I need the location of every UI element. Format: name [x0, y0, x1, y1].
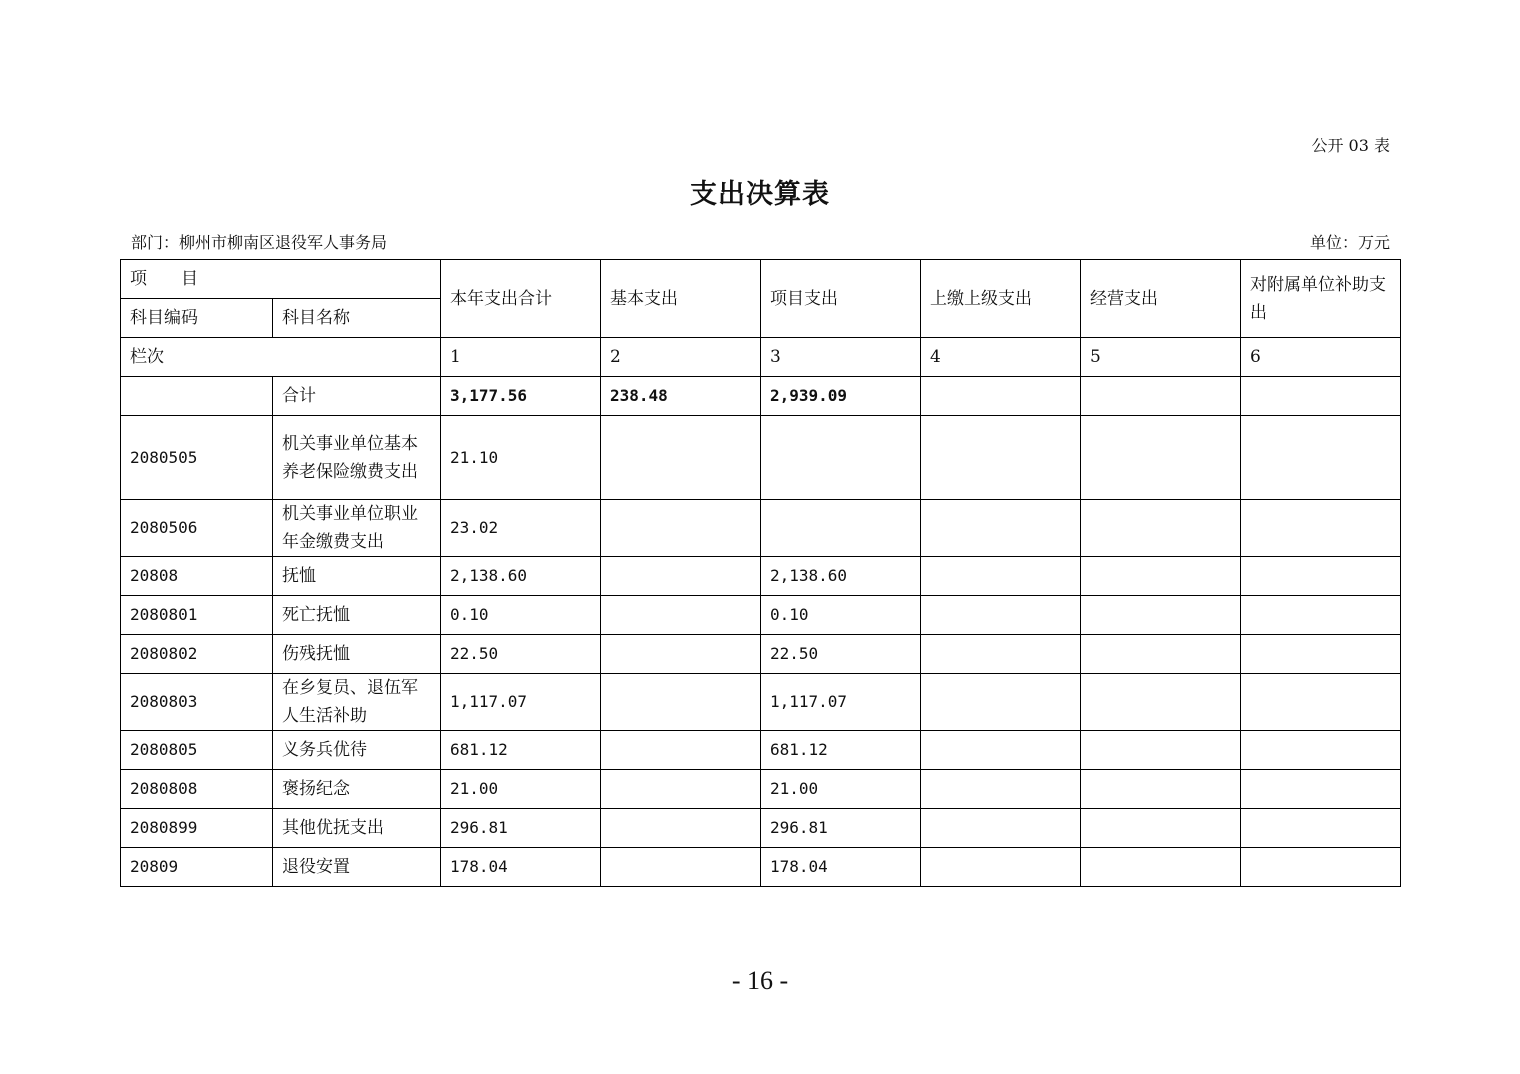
row-name: 在乡复员、退伍军人生活补助 [273, 674, 441, 731]
seq-cell: 2 [601, 338, 761, 377]
empty-cell [1241, 416, 1401, 500]
empty-cell [1081, 770, 1241, 809]
empty-cell [921, 377, 1081, 416]
empty-cell [1081, 377, 1241, 416]
empty-cell [1241, 674, 1401, 731]
row-total: 178.04 [441, 848, 601, 887]
row-project [761, 500, 921, 557]
department-label: 部门：柳州市柳南区退役军人事务局 [131, 233, 388, 252]
table-row [121, 635, 1401, 674]
row-basic [601, 416, 761, 500]
row-name: 抚恤 [273, 557, 441, 596]
empty-cell [1241, 809, 1401, 848]
row-project: 21.00 [761, 770, 921, 809]
row-name: 义务兵优待 [273, 731, 441, 770]
row-total: 1,117.07 [441, 674, 601, 731]
row-project: 1,117.07 [761, 674, 921, 731]
row-total: 296.81 [441, 809, 601, 848]
total-name: 合计 [273, 377, 441, 416]
row-basic [601, 500, 761, 557]
row-project: 22.50 [761, 635, 921, 674]
row-project: 2,138.60 [761, 557, 921, 596]
row-basic [601, 635, 761, 674]
empty-cell [921, 635, 1081, 674]
total-project: 2,939.09 [761, 377, 921, 416]
empty-cell [1241, 848, 1401, 887]
header-business: 经营支出 [1081, 260, 1241, 338]
empty-cell [921, 770, 1081, 809]
total-row [121, 377, 1401, 416]
row-code: 2080802 [121, 635, 273, 674]
row-code: 20809 [121, 848, 273, 887]
row-name: 机关事业单位职业年金缴费支出 [273, 500, 441, 557]
seq-label: 栏次 [121, 338, 441, 377]
seq-cell: 4 [921, 338, 1081, 377]
table-row [121, 674, 1401, 731]
row-basic [601, 770, 761, 809]
header-total: 本年支出合计 [441, 260, 601, 338]
empty-cell [1081, 635, 1241, 674]
header-project: 项目支出 [761, 260, 921, 338]
total-basic: 238.48 [601, 377, 761, 416]
row-total: 22.50 [441, 635, 601, 674]
empty-cell [1081, 416, 1241, 500]
header-upper: 上缴上级支出 [921, 260, 1081, 338]
row-code: 2080808 [121, 770, 273, 809]
table-row [121, 557, 1401, 596]
header-row-1 [121, 260, 1401, 299]
empty-cell [921, 596, 1081, 635]
total-amount: 3,177.56 [441, 377, 601, 416]
row-code: 2080899 [121, 809, 273, 848]
empty-cell [1241, 596, 1401, 635]
row-name: 伤残抚恤 [273, 635, 441, 674]
empty-cell [1081, 809, 1241, 848]
row-name: 其他优抚支出 [273, 809, 441, 848]
row-code: 2080505 [121, 416, 273, 500]
header-item: 项 目 [121, 260, 441, 299]
empty-cell [921, 848, 1081, 887]
table-row [121, 731, 1401, 770]
empty-cell [1081, 557, 1241, 596]
empty-cell [921, 416, 1081, 500]
row-basic [601, 848, 761, 887]
row-total: 0.10 [441, 596, 601, 635]
empty-cell [1081, 674, 1241, 731]
empty-cell [1241, 731, 1401, 770]
row-project: 0.10 [761, 596, 921, 635]
row-name: 褒扬纪念 [273, 770, 441, 809]
row-project [761, 416, 921, 500]
expenditure-table [120, 259, 1401, 887]
row-name: 死亡抚恤 [273, 596, 441, 635]
header-subsidy: 对附属单位补助支出 [1241, 260, 1401, 338]
row-project: 681.12 [761, 731, 921, 770]
table-row [121, 596, 1401, 635]
total-code [121, 377, 273, 416]
row-basic [601, 596, 761, 635]
row-code: 2080803 [121, 674, 273, 731]
seq-cell: 3 [761, 338, 921, 377]
empty-cell [1081, 848, 1241, 887]
row-total: 681.12 [441, 731, 601, 770]
empty-cell [1241, 377, 1401, 416]
seq-cell: 6 [1241, 338, 1401, 377]
empty-cell [1241, 770, 1401, 809]
row-project: 178.04 [761, 848, 921, 887]
row-name: 退役安置 [273, 848, 441, 887]
empty-cell [921, 557, 1081, 596]
row-basic [601, 674, 761, 731]
row-name: 机关事业单位基本养老保险缴费支出 [273, 416, 441, 500]
header-code: 科目编码 [121, 299, 273, 338]
report-title: 支出决算表 [690, 179, 830, 210]
seq-cell: 1 [441, 338, 601, 377]
empty-cell [1241, 500, 1401, 557]
page-number: - 16 - [731, 966, 789, 995]
empty-cell [921, 731, 1081, 770]
empty-cell [1081, 731, 1241, 770]
row-basic [601, 557, 761, 596]
row-project: 296.81 [761, 809, 921, 848]
table-row [121, 770, 1401, 809]
seq-row [121, 338, 1401, 377]
header-name: 科目名称 [273, 299, 441, 338]
row-code: 20808 [121, 557, 273, 596]
row-code: 2080801 [121, 596, 273, 635]
row-basic [601, 809, 761, 848]
table-row [121, 416, 1401, 500]
row-code: 2080506 [121, 500, 273, 557]
table-row [121, 500, 1401, 557]
row-total: 21.10 [441, 416, 601, 500]
unit-label: 单位：万元 [1309, 233, 1390, 252]
row-total: 2,138.60 [441, 557, 601, 596]
empty-cell [1081, 500, 1241, 557]
header-basic: 基本支出 [601, 260, 761, 338]
empty-cell [921, 809, 1081, 848]
row-total: 23.02 [441, 500, 601, 557]
empty-cell [1081, 596, 1241, 635]
table-row [121, 848, 1401, 887]
table-row [121, 809, 1401, 848]
row-basic [601, 731, 761, 770]
empty-cell [1241, 557, 1401, 596]
row-code: 2080805 [121, 731, 273, 770]
seq-cell: 5 [1081, 338, 1241, 377]
form-number: 公开 03 表 [1311, 136, 1390, 155]
empty-cell [1241, 635, 1401, 674]
empty-cell [921, 674, 1081, 731]
row-total: 21.00 [441, 770, 601, 809]
empty-cell [921, 500, 1081, 557]
